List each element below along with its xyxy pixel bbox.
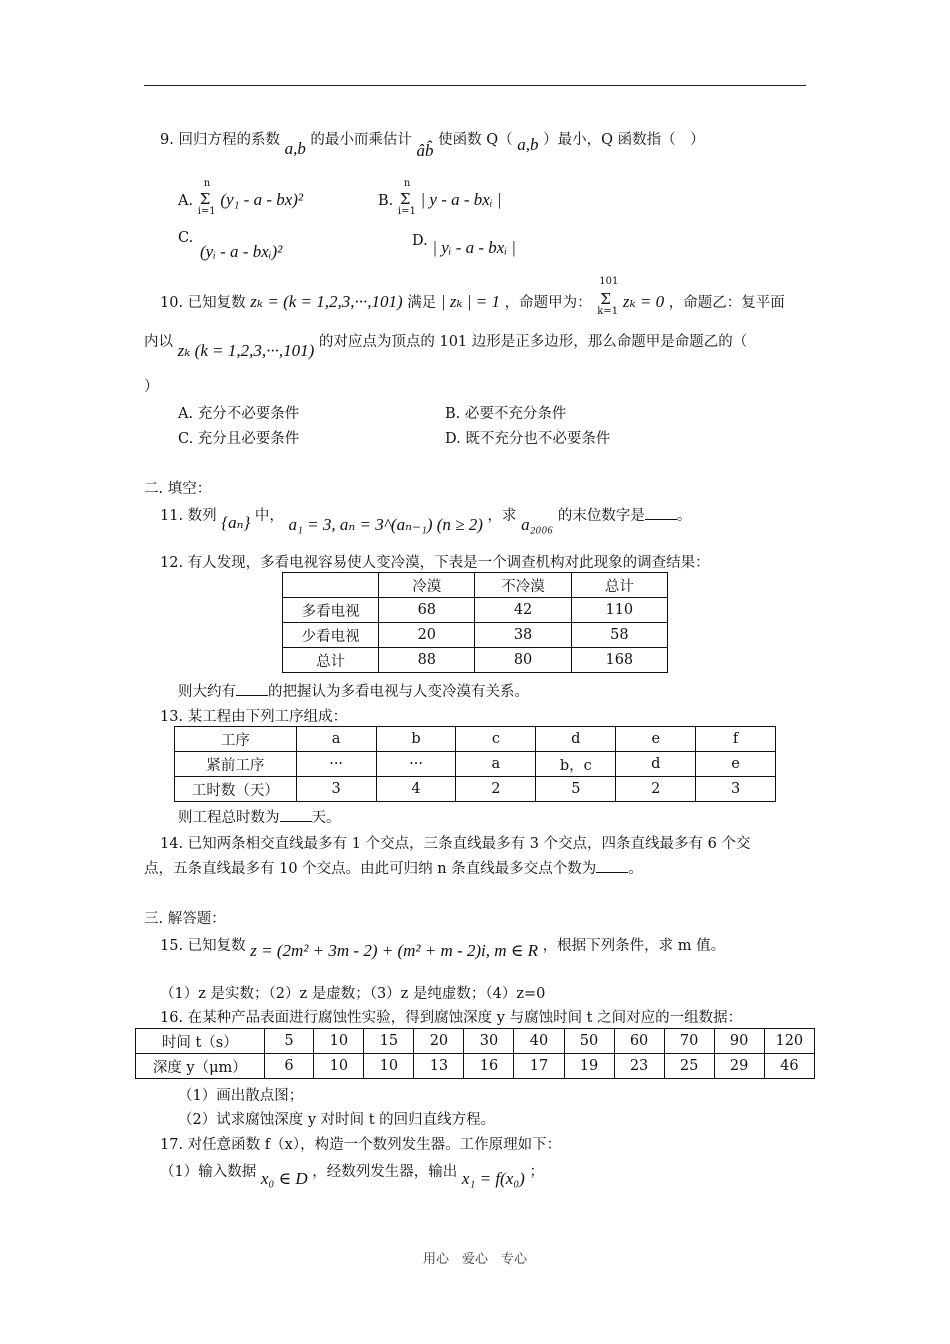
table-cell: ··· bbox=[376, 752, 456, 777]
answer-blank[interactable] bbox=[236, 683, 268, 696]
table-cell: d bbox=[536, 727, 616, 752]
table-cell: 120 bbox=[764, 1029, 814, 1054]
answer-blank[interactable] bbox=[645, 507, 677, 520]
q16-part1: （1）画出散点图； bbox=[178, 1088, 304, 1104]
table-cell: 90 bbox=[714, 1029, 764, 1054]
table-cell: 冷漠 bbox=[379, 573, 475, 598]
sum-symbol: n Σ i=1 bbox=[197, 178, 216, 217]
table-cell: 总计 bbox=[571, 573, 667, 598]
table-cell: a bbox=[456, 752, 536, 777]
table-cell: 17 bbox=[514, 1054, 564, 1079]
q10-stem: 10. 已知复数 zₖ = (k = 1,2,3,···,101) 满足 | zₖ | = 1 ，命题甲为： 101 Σ k=1 zₖ = 0 ，命题乙：复平面 bbox=[160, 276, 785, 317]
table-cell: 42 bbox=[475, 598, 571, 623]
q9-option-a[interactable]: A. n Σ i=1 (y₁ - a - bx)² bbox=[178, 178, 304, 217]
table-cell: 58 bbox=[571, 623, 667, 648]
q9-coef: a,b bbox=[284, 139, 306, 158]
table-cell: 时间 t（s） bbox=[136, 1029, 265, 1054]
table-row bbox=[136, 1054, 815, 1079]
q9-stem: 9. 回归方程的系数 a,b 的最小而乘估计 âb̂ 使函数 Q（ a,b ）最小，Q 函数指（ ） bbox=[160, 132, 705, 160]
table-cell: 25 bbox=[664, 1054, 714, 1079]
q13-after: 则工程总时数为 天。 bbox=[178, 810, 341, 826]
table-cell: e bbox=[616, 727, 696, 752]
table-cell: 20 bbox=[379, 623, 475, 648]
table-cell: 168 bbox=[571, 648, 667, 673]
answer-blank[interactable] bbox=[596, 860, 628, 873]
q12-after: 则大约有 的把握认为多看电视与人变冷漠有关系。 bbox=[178, 684, 529, 700]
q13-stem: 13. 某工程由下列工序组成： bbox=[160, 709, 348, 725]
table-row bbox=[283, 573, 668, 598]
q13-table bbox=[174, 726, 776, 802]
q9-option-c[interactable]: C. (yᵢ - a - bxᵢ)² bbox=[178, 230, 283, 261]
table-cell: 110 bbox=[571, 598, 667, 623]
table-cell: 10 bbox=[314, 1029, 364, 1054]
table-cell: 3 bbox=[696, 777, 776, 802]
table-cell: 38 bbox=[475, 623, 571, 648]
table-cell: 80 bbox=[475, 648, 571, 673]
q10-option-c[interactable]: C. 充分且必要条件 bbox=[178, 431, 300, 447]
q10-option-a[interactable]: A. 充分不必要条件 bbox=[178, 406, 300, 422]
table-row bbox=[283, 648, 668, 673]
table-cell: 2 bbox=[456, 777, 536, 802]
table-cell: 50 bbox=[564, 1029, 614, 1054]
table-cell: 10 bbox=[364, 1054, 414, 1079]
table-row bbox=[283, 598, 668, 623]
q16-table bbox=[135, 1028, 815, 1079]
table-cell: 不冷漠 bbox=[475, 573, 571, 598]
table-cell: 23 bbox=[614, 1054, 664, 1079]
table-cell: 19 bbox=[564, 1054, 614, 1079]
table-row bbox=[283, 623, 668, 648]
table-row bbox=[175, 752, 776, 777]
q17-stem: 17. 对任意函数 f（x），构造一个数列发生器。工作原理如下： bbox=[160, 1137, 562, 1153]
q10-line2: 内以 zₖ (k = 1,2,3,···,101) 的对应点为顶点的 101 边形是正多边形，那么命题甲是命题乙的（ bbox=[144, 334, 748, 360]
table-cell: 工序 bbox=[175, 727, 297, 752]
q17-part1: （1）输入数据 x₀ ∈ D ，经数列发生器，输出 x₁ = f(x₀) ； bbox=[160, 1164, 544, 1188]
table-cell: 15 bbox=[364, 1029, 414, 1054]
table-cell: 紧前工序 bbox=[175, 752, 297, 777]
q9-estimate: âb̂ bbox=[416, 141, 434, 160]
table-cell: 工时数（天） bbox=[175, 777, 297, 802]
q14-line1: 14. 已知两条相交直线最多有 1 个交点，三条直线最多有 3 个交点，四条直线最多有 6 个交 bbox=[160, 836, 751, 852]
table-cell: c bbox=[456, 727, 536, 752]
q10-option-d[interactable]: D. 既不充分也不必要条件 bbox=[445, 431, 611, 447]
table-cell: 46 bbox=[764, 1054, 814, 1079]
q15-conditions: （1）z 是实数；（2）z 是虚数；（3）z 是纯虚数；（4）z=0 bbox=[160, 986, 546, 1002]
table-cell: 88 bbox=[379, 648, 475, 673]
q11-stem: 11. 数列 {aₙ} 中， a₁ = 3, aₙ = 3^(aₙ₋₁) (n ≥ 2) ，求 a₂₀₀₆ 的末位数字是 。 bbox=[160, 508, 692, 534]
table-cell: 10 bbox=[314, 1054, 364, 1079]
sum-symbol: n Σ i=1 bbox=[397, 178, 416, 217]
table-cell: a bbox=[296, 727, 376, 752]
section-fill-in: 二. 填空： bbox=[144, 481, 212, 497]
table-row bbox=[136, 1029, 815, 1054]
section-solutions: 三. 解答题： bbox=[144, 911, 226, 927]
sum-symbol: 101 Σ k=1 bbox=[597, 276, 619, 317]
table-cell: b，c bbox=[536, 752, 616, 777]
table-cell: 深度 y（μm） bbox=[136, 1054, 265, 1079]
table-cell: 20 bbox=[414, 1029, 464, 1054]
table-cell: 5 bbox=[536, 777, 616, 802]
table-cell: 2 bbox=[616, 777, 696, 802]
q12-stem: 12. 有人发现，多看电视容易使人变冷漠，下表是一个调查机构对此现象的调查结果： bbox=[160, 555, 710, 571]
table-row bbox=[175, 777, 776, 802]
table-cell: 6 bbox=[264, 1054, 314, 1079]
table-cell: 多看电视 bbox=[283, 598, 379, 623]
table-cell: 68 bbox=[379, 598, 475, 623]
table-cell: b bbox=[376, 727, 456, 752]
q9-option-d[interactable]: D. | yᵢ - a - bxᵢ | bbox=[412, 233, 516, 257]
table-cell: ··· bbox=[296, 752, 376, 777]
table-cell: 13 bbox=[414, 1054, 464, 1079]
table-cell: e bbox=[696, 752, 776, 777]
table-cell bbox=[283, 573, 379, 598]
table-cell: 总计 bbox=[283, 648, 379, 673]
table-cell: 30 bbox=[464, 1029, 514, 1054]
table-cell: 40 bbox=[514, 1029, 564, 1054]
q10-line3: ） bbox=[144, 379, 159, 395]
table-cell: f bbox=[696, 727, 776, 752]
table-row bbox=[175, 727, 776, 752]
table-cell: 5 bbox=[264, 1029, 314, 1054]
q10-option-b[interactable]: B. 必要不充分条件 bbox=[445, 406, 567, 422]
table-cell: 29 bbox=[714, 1054, 764, 1079]
q9-option-b[interactable]: B. n Σ i=1 | y - a - bxᵢ | bbox=[378, 178, 502, 217]
table-cell: 16 bbox=[464, 1054, 514, 1079]
table-cell: 60 bbox=[614, 1029, 664, 1054]
q12-table bbox=[282, 572, 668, 673]
table-cell: d bbox=[616, 752, 696, 777]
page-footer: 用心 爱心 专心 bbox=[422, 1252, 527, 1267]
table-cell: 少看电视 bbox=[283, 623, 379, 648]
table-cell: 70 bbox=[664, 1029, 714, 1054]
header-rule bbox=[144, 85, 806, 86]
table-cell: 4 bbox=[376, 777, 456, 802]
answer-blank[interactable] bbox=[280, 809, 312, 822]
q14-line2: 点，五条直线最多有 10 个交点。由此可归纳 n 条直线最多交点个数为 。 bbox=[144, 861, 643, 877]
q16-part2: （2）试求腐蚀深度 y 对时间 t 的回归直线方程。 bbox=[178, 1112, 496, 1128]
table-cell: 3 bbox=[296, 777, 376, 802]
q15-stem: 15. 已知复数 z = (2m² + 3m - 2) + (m² + m - 2)i, m ∈ R ，根据下列条件，求 m 值。 bbox=[160, 938, 726, 960]
q16-stem: 16. 在某种产品表面进行腐蚀性实验，得到腐蚀深度 y 与腐蚀时间 t 之间对应的一组数据： bbox=[160, 1010, 743, 1026]
